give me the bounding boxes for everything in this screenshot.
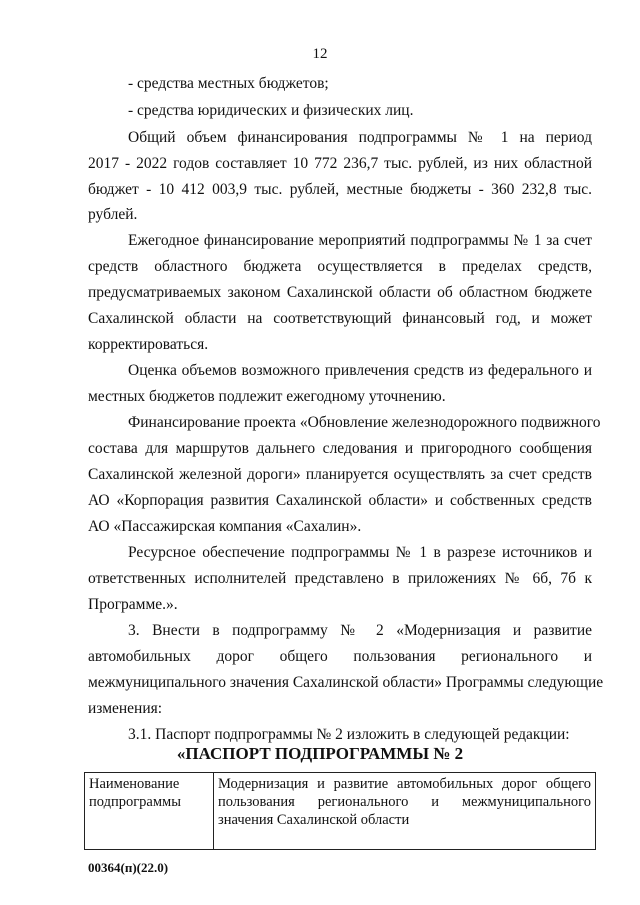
text-line: Ежегодное финансирование мероприятий подпрограммы № 1 за счет [128, 232, 592, 249]
section-heading: «ПАСПОРТ ПОДПРОГРАММЫ № 2 [176, 744, 464, 763]
text-line: Сахалинской области на соответствующий финансовый год, и может [88, 310, 592, 327]
text-line: ответственных исполнителей представлено в приложениях № 6б, 7б к [88, 570, 592, 587]
cell-line: Наименование [89, 776, 180, 792]
table-row [85, 773, 596, 850]
cell-line: пользования регионального и межмуниципального [218, 794, 591, 810]
text-line: изменения: [88, 700, 163, 717]
page-number: 12 [312, 46, 328, 62]
text-line: Общий объем финансирования подпрограммы № 1 на период [128, 129, 592, 146]
text-line: Ресурсное обеспечение подпрограммы № 1 в разрезе источников и [128, 544, 592, 561]
document-code: 00364(п)(22.0) [88, 860, 169, 875]
text-line: корректироваться. [88, 336, 209, 353]
text-line: - средства местных бюджетов; [128, 75, 329, 92]
text-line: местных бюджетов подлежит ежегодному уточнению. [88, 388, 446, 405]
text-line: бюджет - 10 412 003,9 тыс. рублей, местные бюджеты - 360 232,8 тыс. [88, 181, 592, 198]
text-line: Финансирование проекта «Обновление железнодорожного подвижного [128, 414, 601, 431]
text-line: АО «Корпорация развития Сахалинской области» и собственных средств [88, 492, 592, 509]
table-cell-label [85, 773, 214, 850]
text-line: средств областного бюджета осуществляется в пределах средств, [88, 258, 592, 275]
cell-line: Модернизация и развитие автомобильных дорог общего [218, 776, 591, 792]
text-line: рублей. [88, 206, 138, 223]
text-line: 2017 - 2022 годов составляет 10 772 236,7 тыс. рублей, из них областной [88, 155, 592, 172]
text-line: Оценка объемов возможного привлечения средств из федерального и [128, 362, 592, 379]
text-line: 3. Внести в подпрограмму № 2 «Модернизация и развитие [128, 622, 592, 639]
text-line: автомобильных дорог общего пользования регионального и [88, 648, 592, 665]
text-line: предусматриваемых законом Сахалинской области об областном бюджете [88, 284, 592, 301]
text-line: состава для маршрутов дальнего следования и пригородного сообщения [88, 440, 592, 457]
text-line: 3.1. Паспорт подпрограммы № 2 изложить в следующей редакции: [128, 726, 570, 743]
text-line: Сахалинской железной дороги» планируется осуществлять за счет средств [88, 466, 592, 483]
text-line: - средства юридических и физических лиц. [128, 102, 414, 119]
text-line: Программе.». [88, 596, 178, 613]
text-line: межмуниципального значения Сахалинской области» Программы следующие [88, 674, 604, 691]
passport-table [84, 772, 596, 850]
text-line: АО «Пассажирская компания «Сахалин». [88, 518, 362, 535]
table-cell-value [214, 773, 596, 850]
cell-line: значения Сахалинской области [218, 812, 410, 828]
cell-line: подпрограммы [89, 794, 181, 810]
